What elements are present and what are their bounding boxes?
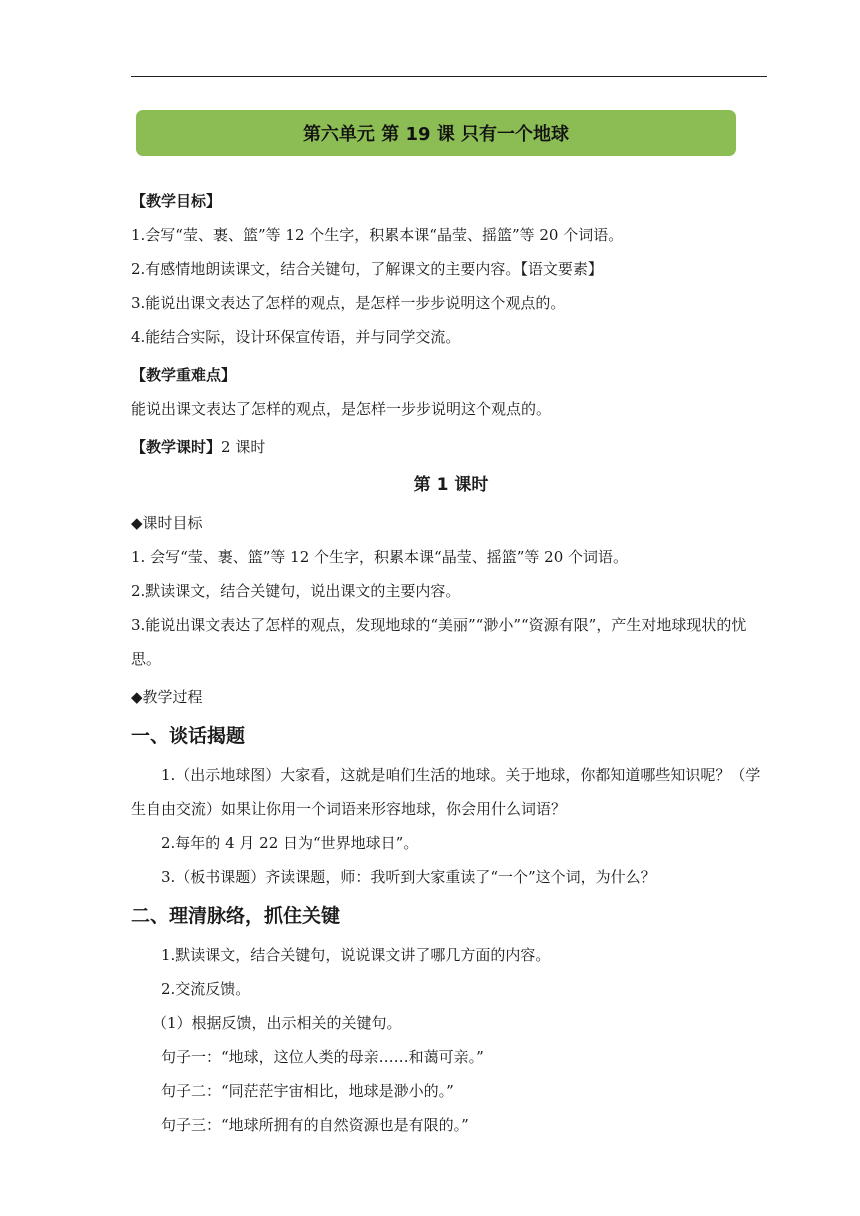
periods-line [131,430,771,464]
key-sentence: 句子一：“地球，这位人类的母亲……和蔼可亲。” [161,1048,484,1066]
section-item: 2.交流反馈。 [161,980,251,998]
goal-item: 2.有感情地朗读课文，结合关键句，了解课文的主要内容。【语文要素】 [131,260,603,278]
period-goal-item: 3.能说出课文表达了怎样的观点，发现地球的“美丽”“渺小”“资源有限”，产生对地球现状的忧思。 [131,616,747,668]
header-rule [131,76,767,77]
lesson-title-banner [136,110,736,156]
goal-item: 4.能结合实际，设计环保宣传语，并与同学交流。 [131,328,461,346]
goals-heading: 【教学目标】 [131,192,222,210]
lesson-title: 第六单元 第 19 课 只有一个地球 [302,124,570,145]
section-item: 1.（出示地球图）大家看，这就是咱们生活的地球。关于地球，你都知道哪些知识呢？（学生自由交流）如果让你用一个词语来形容地球，你会用什么词语？ [131,766,761,818]
difficulty-heading: 【教学重难点】 [131,366,237,384]
goal-item: 3.能说出课文表达了怎样的观点，是怎样一步步说明这个观点的。 [131,294,566,312]
periods-heading: 【教学课时】 [131,438,222,456]
period-goal-item: 1. 会写“莹、裹、篮”等 12 个生字，积累本课“晶莹、摇篮”等 20 个词语。 [131,548,629,566]
section-item: 3.（板书课题）齐读课题，师：我听到大家重读了“一个”这个词，为什么？ [161,868,656,886]
section-item: 2.每年的 4 月 22 日为“世界地球日”。 [161,834,419,852]
sub-item: （1）根据反馈，出示相关的关键句。 [152,1014,402,1032]
process-heading: ◆教学过程 [131,688,203,706]
difficulty-text: 能说出课文表达了怎样的观点，是怎样一步步说明这个观点的。 [131,400,552,418]
key-sentence: 句子二：“同茫茫宇宙相比，地球是渺小的。” [161,1082,454,1100]
section-heading: 一、谈话揭题 [131,725,246,747]
goal-item: 1.会写“莹、裹、篮”等 12 个生字，积累本课“晶莹、摇篮”等 20 个词语。 [131,226,624,244]
period-goal-item: 2.默读课文，结合关键句，说出课文的主要内容。 [131,582,461,600]
periods-value: 2 课时 [221,438,266,456]
document-body [131,180,771,1142]
period-goals-heading: ◆课时目标 [131,514,203,532]
section-item: 1.默读课文，结合关键句，说说课文讲了哪几方面的内容。 [161,946,551,964]
period-title: 第 1 课时 [413,475,489,495]
key-sentence: 句子三：“地球所拥有的自然资源也是有限的。” [161,1116,469,1134]
section-heading: 二、理清脉络，抓住关键 [131,905,341,927]
